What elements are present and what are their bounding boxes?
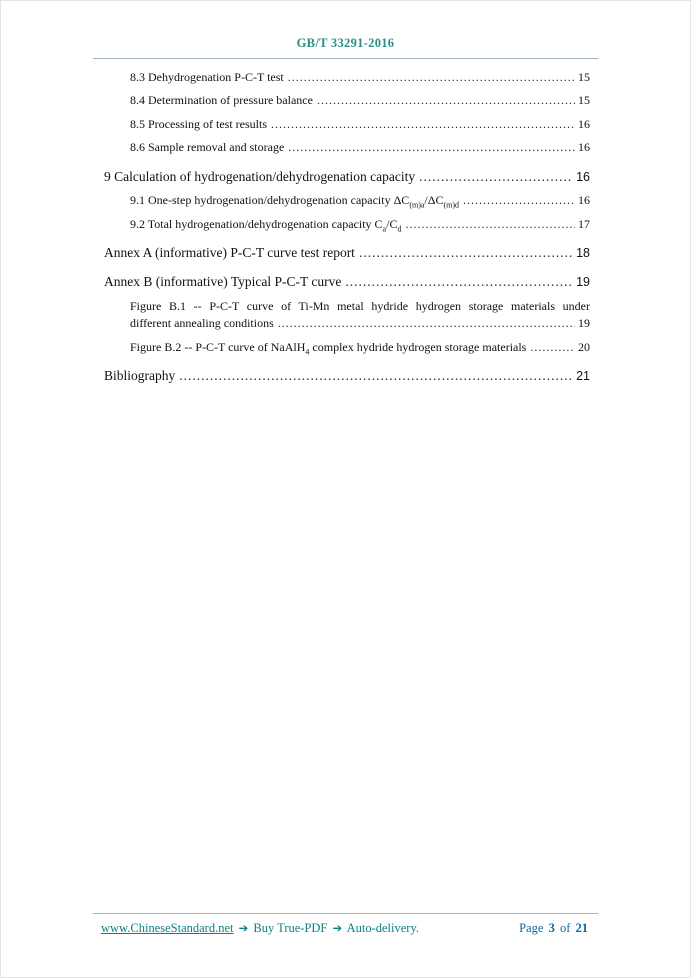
toc-entry-page: 15 [578, 70, 590, 84]
toc-entry-label: different annealing conditions [130, 316, 274, 331]
current-page-number: 3 [548, 921, 555, 935]
arrow-icon: ➔ [238, 921, 249, 935]
toc-entry [130, 339, 590, 356]
toc-entry-page: 16 [578, 193, 590, 208]
toc-leader-dots [288, 139, 575, 156]
footer-divider [93, 913, 598, 914]
toc-leader-dots [405, 216, 575, 233]
toc-entry-page: 16 [578, 140, 590, 155]
page-header [1, 34, 690, 52]
chinesestandard-link[interactable]: www.ChineseStandard.net [101, 921, 234, 935]
toc-entry-continuation [130, 315, 590, 332]
page-indicator [519, 921, 590, 936]
toc-entry-label: 8.3 Dehydrogenation P-C-T test [130, 70, 284, 84]
toc-entry-label: Bibliography [104, 368, 176, 384]
toc-entry-page: 19 [576, 275, 590, 290]
toc-entry-page: 15 [578, 93, 590, 108]
table-of-contents [104, 63, 590, 386]
toc-entry [104, 167, 590, 187]
of-label: of [559, 921, 571, 935]
toc-leader-dots [530, 339, 575, 356]
toc-entry-label: 9.2 Total hydrogenation/dehydrogenation capacity $C_a/C_d$ [130, 216, 402, 233]
toc-entry-label: Annex B (informative) Typical P-C-T curve [104, 274, 342, 290]
total-pages-number: 21 [575, 921, 588, 935]
toc-entry [130, 139, 590, 156]
toc-entry [104, 272, 590, 292]
toc-entry-page: 17 [578, 216, 590, 231]
toc-leader-dots [359, 243, 573, 263]
toc-entry-page: 16 [576, 169, 590, 184]
toc-entry-label: Figure B.1 -- P-C-T curve of Ti-Mn metal hydride hydrogen storage materials under [130, 299, 590, 314]
footer-promo [101, 921, 419, 936]
toc-entry [104, 366, 590, 386]
toc-entry-page: 18 [576, 245, 590, 260]
header-divider [93, 58, 598, 59]
toc-leader-dots [271, 116, 575, 133]
footer-delivery-text: Auto-delivery. [346, 921, 420, 935]
arrow-icon: ➔ [332, 921, 343, 935]
toc-entry-label: 8.4 Determination of pressure balance [130, 93, 313, 108]
toc-entry [104, 243, 590, 263]
toc-entry-label: Figure B.2 -- P-C-T curve of NaAlH$_4$ complex hydride hydrogen storage materials [130, 339, 527, 357]
toc-entry-label: 8.5 Processing of test results [130, 116, 267, 131]
toc-entry [130, 116, 590, 133]
toc-entry [130, 69, 590, 86]
toc-leader-dots [419, 167, 573, 187]
toc-entry [130, 92, 590, 109]
toc-entry-label: 9 Calculation of hydrogenation/dehydrogenation capacity [104, 168, 416, 184]
toc-entry-label: 9.1 One-step hydrogenation/dehydrogenation capacity $\Delta C_{(m)a}/\Delta C_{(m)d}$ [130, 193, 460, 210]
toc-leader-dots [317, 92, 575, 109]
toc-entry-label: 8.6 Sample removal and storage [130, 140, 285, 155]
toc-entry [130, 298, 590, 333]
toc-leader-dots [179, 366, 573, 386]
toc-leader-dots [288, 69, 575, 86]
page-label: Page [519, 921, 544, 935]
toc-entry [130, 216, 590, 233]
footer-buy-text: Buy True-PDF [253, 921, 328, 935]
toc-entry-page: 16 [578, 116, 590, 131]
toc-entry-label: Annex A (informative) P-C-T curve test report [104, 244, 355, 260]
toc-leader-dots [345, 272, 573, 292]
page-footer [101, 921, 590, 936]
toc-entry-page: 21 [576, 369, 590, 384]
toc-entry-page: 19 [578, 316, 590, 331]
toc-entry [130, 192, 590, 209]
toc-entry-page: 20 [578, 339, 590, 354]
toc-leader-dots [278, 315, 575, 332]
toc-leader-dots [463, 192, 575, 209]
document-number: GB/T 33291-2016 [296, 36, 395, 50]
